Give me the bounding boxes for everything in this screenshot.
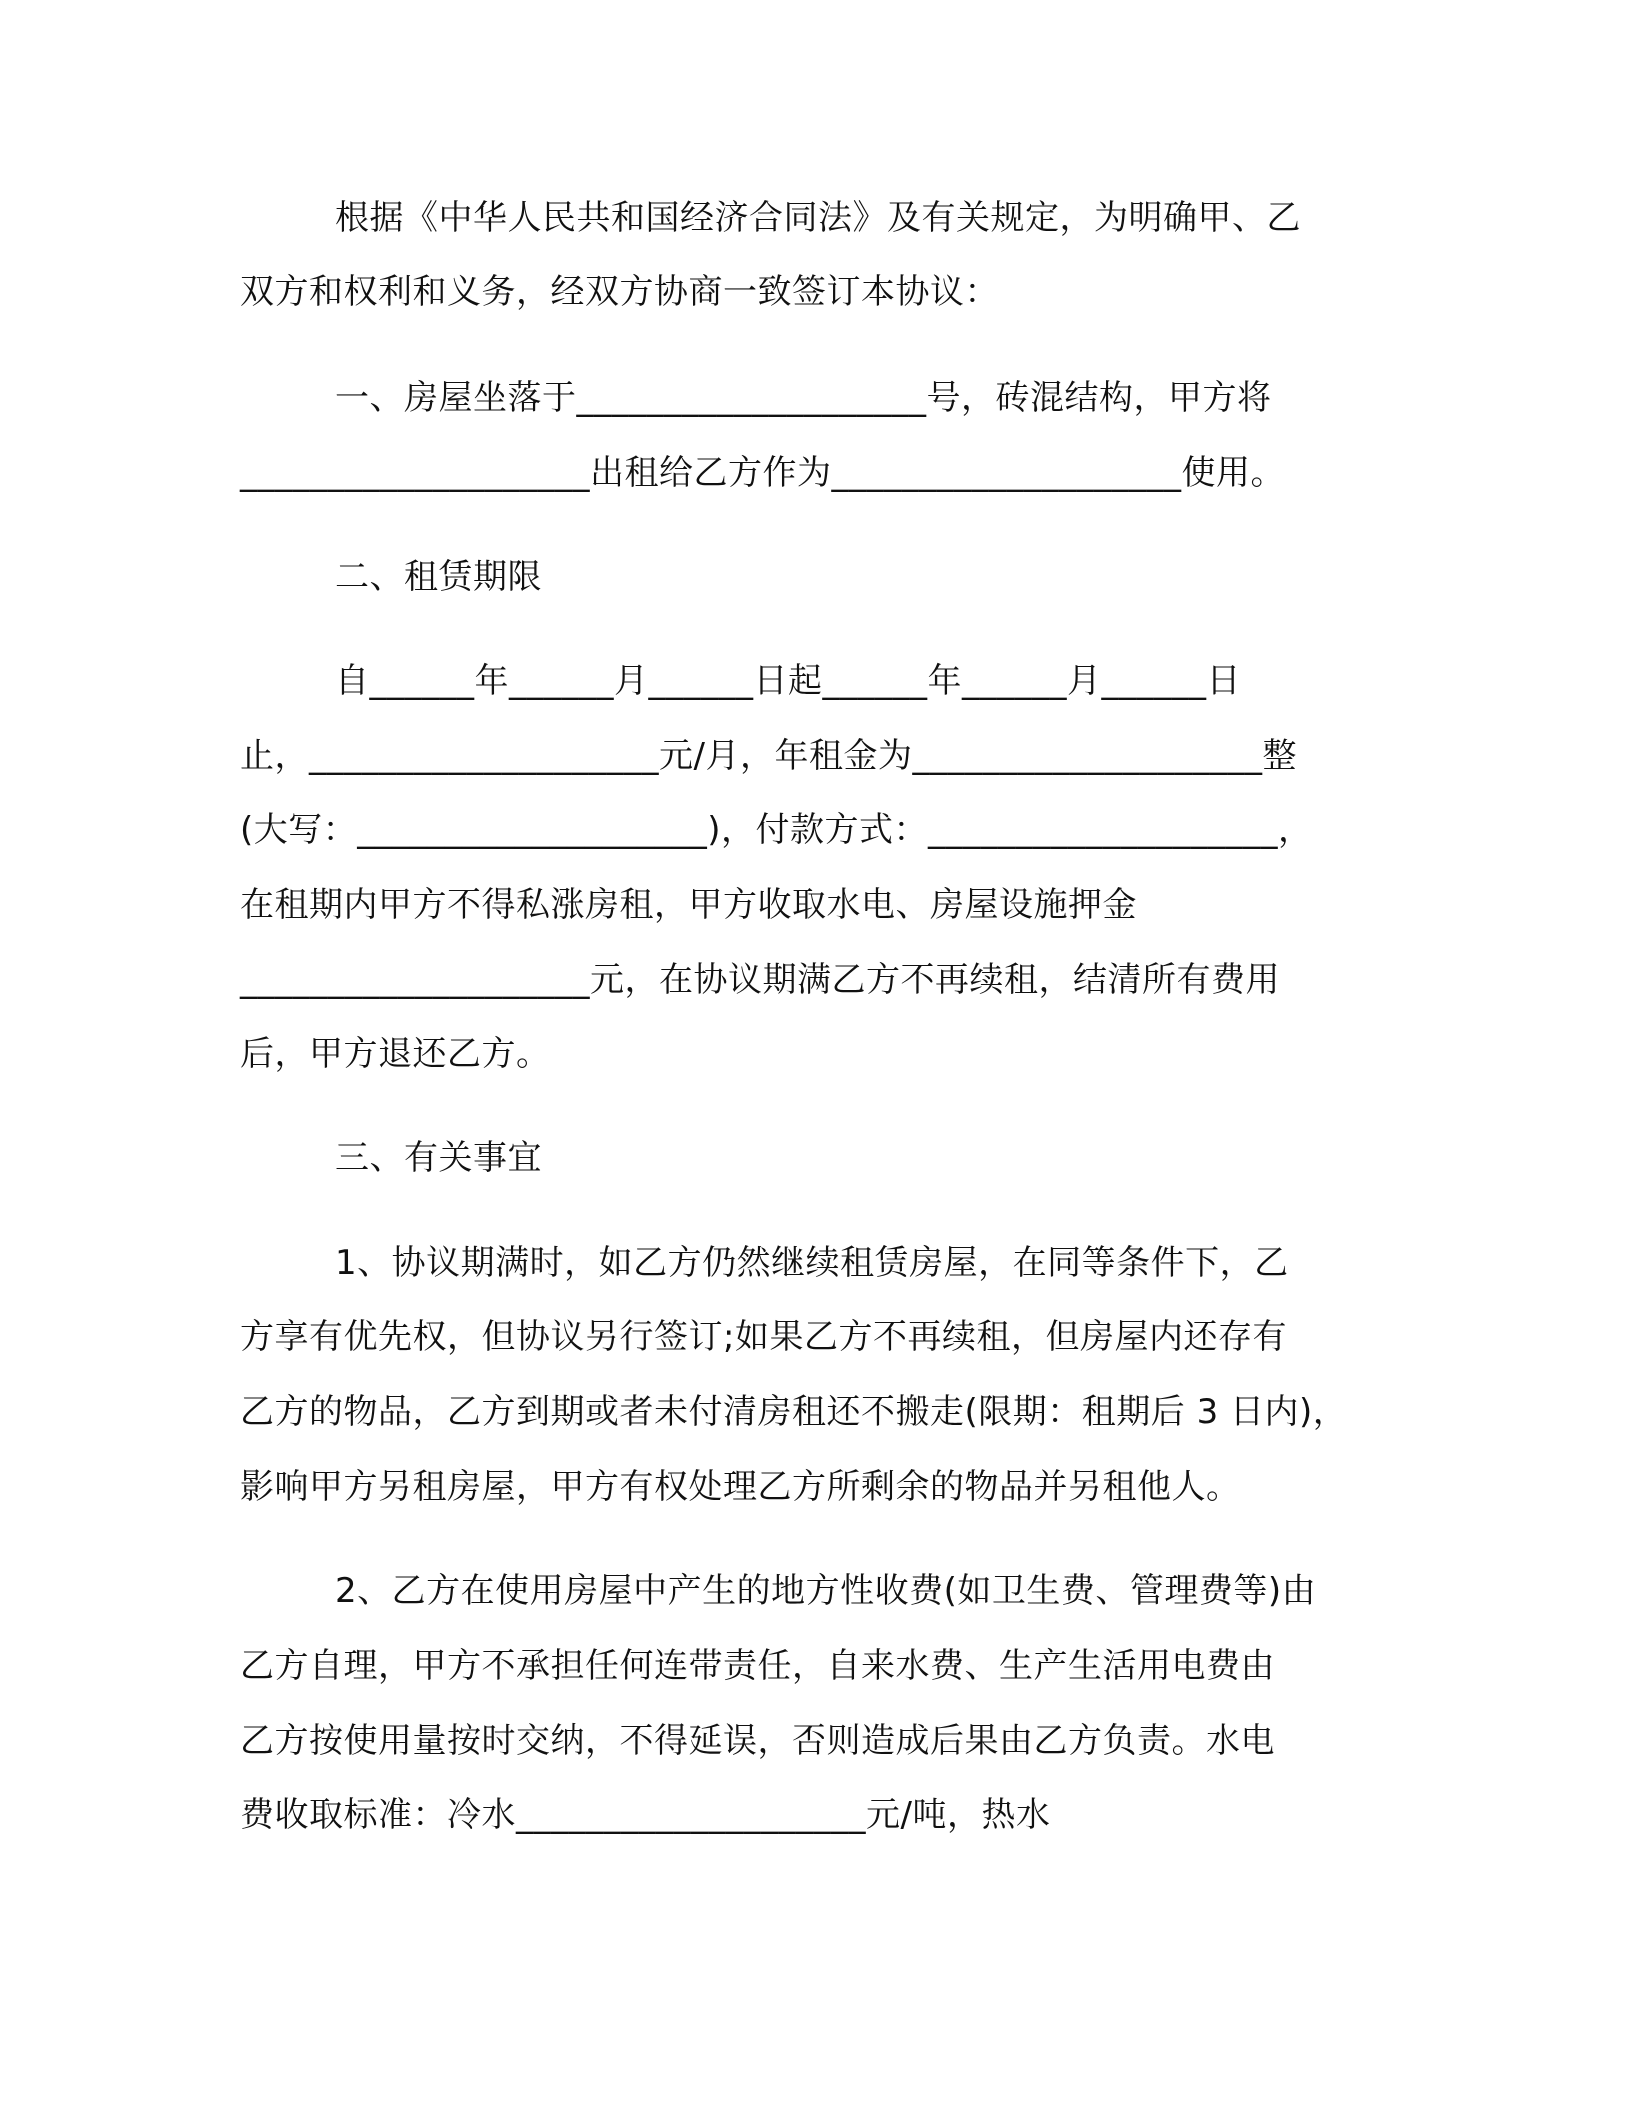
item-2-line-4: 费收取标准：冷水____________________元/吨，热水 (240, 1795, 1051, 1835)
lease-term-line-3: (大写：____________________)，付款方式：____________________， (240, 810, 1313, 850)
item-1-line-2: 方享有优先权，但协议另行签订;如果乙方不再续租，但房屋内还存有 (240, 1317, 1287, 1357)
section-heading-related-matters: 三、有关事宜 (335, 1138, 542, 1178)
lease-term-line-5: ____________________元，在协议期满乙方不再续租，结清所有费用 (240, 960, 1280, 1000)
lease-term-line-1: 自______年______月______日起______年______月______日 (335, 661, 1241, 701)
preamble-line-2: 双方和权利和义务，经双方协商一致签订本协议： (240, 272, 999, 312)
item-2-line-3: 乙方按使用量按时交纳，不得延误，否则造成后果由乙方负责。水电 (240, 1721, 1275, 1761)
preamble-line-1: 根据《中华人民共和国经济合同法》及有关规定，为明确甲、乙 (335, 198, 1301, 238)
lease-term-line-2: 止，____________________元/月，年租金为____________________整 (240, 736, 1297, 776)
clause-1-line-2: ____________________出租给乙方作为____________________使用。 (240, 453, 1285, 493)
item-2-line-1: 2、乙方在使用房屋中产生的地方性收费(如卫生费、管理费等)由 (335, 1571, 1317, 1611)
item-1-line-1: 1、协议期满时，如乙方仍然继续租赁房屋，在同等条件下，乙 (335, 1243, 1289, 1283)
clause-1-line-1: 一、房屋坐落于____________________号，砖混结构，甲方将 (335, 378, 1272, 418)
item-2-line-2: 乙方自理，甲方不承担任何连带责任，自来水费、生产生活用电费由 (240, 1646, 1275, 1686)
item-1-line-4: 影响甲方另租房屋，甲方有权处理乙方所剩余的物品并另租他人。 (240, 1467, 1241, 1507)
lease-term-line-6: 后，甲方退还乙方。 (240, 1034, 551, 1074)
lease-term-line-4: 在租期内甲方不得私涨房租，甲方收取水电、房屋设施押金 (240, 885, 1137, 925)
item-1-line-3: 乙方的物品，乙方到期或者未付清房租还不搬走(限期：租期后 3 日内)， (240, 1392, 1348, 1432)
section-heading-lease-term: 二、租赁期限 (335, 557, 542, 597)
